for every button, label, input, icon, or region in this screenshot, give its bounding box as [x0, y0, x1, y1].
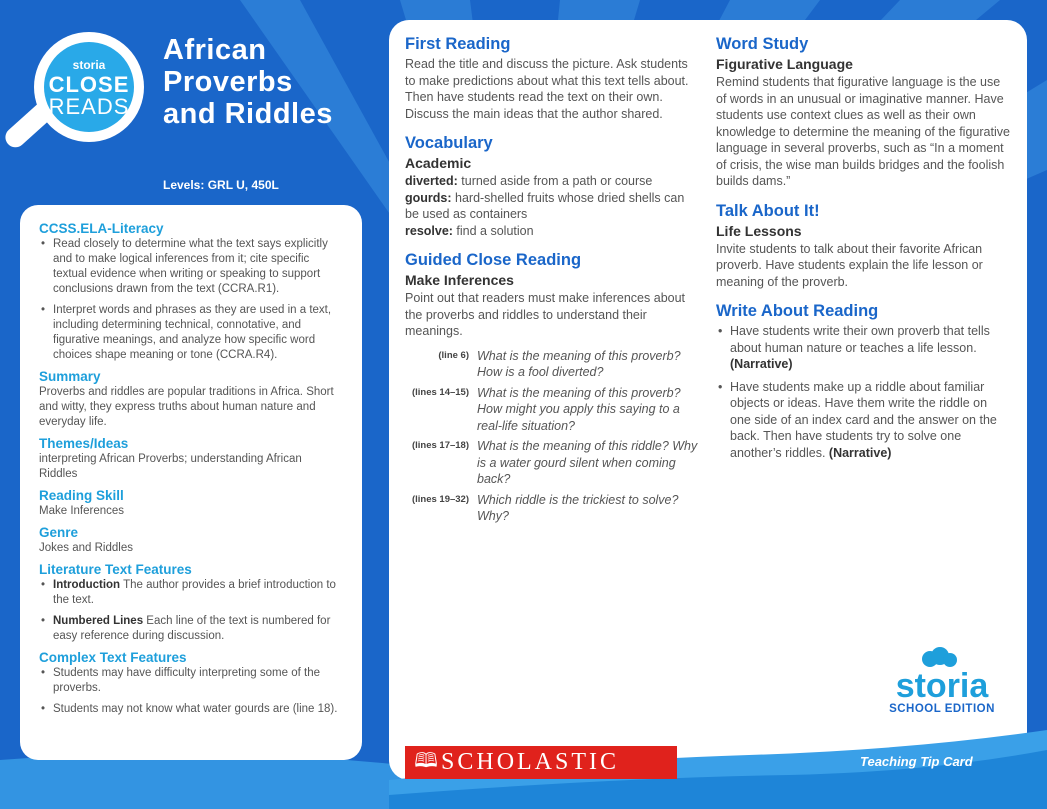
- reading-skill-text: Make Inferences: [39, 505, 125, 517]
- list-item: • Students may not know what water gourds are (line 18).: [39, 702, 342, 717]
- question-row: [405, 438, 700, 488]
- write-about-heading: Write About Reading: [716, 302, 879, 320]
- question-text: What is the meaning of this proverb? How is a fool diverted?: [477, 348, 681, 379]
- vocab-term: diverted:: [405, 174, 458, 188]
- storia-wordmark: storia: [895, 667, 989, 705]
- question-list: [405, 348, 700, 525]
- write-item-text: Have students make up a riddle about familiar objects or ideas. Have them write the riddle on one side of an index card and the answer on the back. Then have students try to solve one another’s riddles.: [730, 379, 997, 460]
- text-features-heading: Literature Text Features: [39, 562, 192, 577]
- scholastic-logo: [405, 746, 677, 779]
- question-row: [405, 492, 700, 525]
- book-icon: 🕮: [414, 749, 438, 772]
- list-item: • Students may have difficulty interpreting some of the proverbs.: [39, 666, 342, 696]
- line-ref: (line 6): [438, 349, 469, 361]
- word-study-heading: Word Study: [716, 35, 809, 53]
- vocab-item: [405, 173, 700, 190]
- vocab-item: [405, 223, 700, 240]
- vocab-def: find a solution: [452, 223, 534, 238]
- question-text: What is the meaning of this proverb? How might you apply this saying to a real-life situation?: [477, 385, 681, 433]
- complex-features-list: [39, 666, 342, 717]
- vocab-def: turned aside from a path or course: [457, 174, 653, 188]
- logo-brand: storia: [72, 58, 106, 72]
- genre-heading: Genre: [39, 525, 79, 540]
- vocabulary-list: [405, 173, 700, 239]
- list-item: [39, 614, 342, 644]
- middle-column: [405, 35, 700, 529]
- ccss-list: [39, 237, 342, 363]
- talk-about-subheading: Life Lessons: [716, 222, 802, 239]
- feature-desc: The author provides a brief introduction to the text.: [53, 579, 336, 606]
- summary-heading: Summary: [39, 369, 101, 384]
- word-study-text: Remind students that figurative language is the use of words in an unusual or imaginative manner. Have students use context clues as well as their own knowledge to determine the meaning of the figurative language in several proverbs, such as “In a moment of crisis, the wise man builds bridges and the foolish builds dams.”: [716, 75, 1010, 188]
- feature-term: Numbered Lines: [53, 615, 144, 627]
- first-reading-text: Read the title and discuss the picture. Ask students to make predictions about what this text tells about. Then have students read the text on their own. Discuss the main ideas that the author shared.: [405, 57, 689, 121]
- cloud-icon: [880, 645, 1004, 669]
- themes-text: interpreting African Proverbs; understanding African Riddles: [39, 453, 302, 480]
- levels-label: Levels: GRL U, 450L: [163, 178, 279, 192]
- question-row: [405, 385, 700, 435]
- ccss-heading: CCSS.ELA-Literacy: [39, 221, 164, 236]
- line-ref: (lines 17–18): [411, 440, 469, 451]
- title-line: and Riddles: [163, 98, 333, 130]
- talk-about-text: Invite students to talk about their favorite African proverb. Have students explain the life lesson or meaning of the proverb.: [716, 241, 983, 289]
- list-item: [716, 379, 1011, 462]
- first-reading-heading: First Reading: [405, 35, 511, 53]
- vocabulary-subheading: Academic: [405, 155, 472, 171]
- right-column: [716, 35, 1011, 467]
- line-ref: (lines 19–32): [411, 493, 469, 505]
- text-features-list: [39, 578, 342, 644]
- question-text: What is the meaning of this riddle? Why is a water gourd silent when coming back?: [477, 439, 698, 486]
- vocabulary-heading: Vocabulary: [405, 134, 493, 152]
- talk-about-heading: Talk About It!: [716, 201, 820, 220]
- list-item: • Interpret words and phrases as they are used in a text, including determining technical, connotative, and figurative meanings, and analyze how specific word choices shape meaning or tone (CCRA.R4).: [39, 303, 342, 363]
- write-item-text: Have students write their own proverb that tells about human nature or teaches a life lesson.: [730, 324, 990, 355]
- storia-logo: [880, 645, 1004, 715]
- reading-skill-heading: Reading Skill: [39, 488, 124, 503]
- vocab-item: [405, 190, 700, 223]
- vocab-def: hard-shelled fruits whose dried shells can be used as containers: [405, 190, 685, 221]
- feature-term: Introduction: [53, 579, 121, 591]
- title-line: African: [163, 34, 267, 66]
- list-item: [716, 323, 1011, 373]
- write-item-tag: (Narrative): [828, 445, 892, 460]
- feature-desc: Each line of the text is numbered for easy reference during discussion.: [53, 615, 331, 642]
- guided-reading-text: Point out that readers must make inferences about the proverbs and riddles to understand their meanings.: [405, 291, 686, 338]
- guided-reading-heading: Guided Close Reading: [405, 251, 582, 269]
- list-item: • Read closely to determine what the text says explicitly and to make logical inferences from it; cite specific textual evidence when writing or speaking to support conclusions drawn from the text (CCRA.R1).: [39, 237, 342, 297]
- close-reads-logo: [8, 24, 158, 204]
- line-ref: (lines 14–15): [411, 386, 469, 398]
- genre-text: Jokes and Riddles: [39, 542, 133, 554]
- standards-card: [20, 205, 362, 760]
- question-text: Which riddle is the trickiest to solve? Why?: [477, 492, 679, 523]
- write-item-tag: (Narrative): [730, 357, 793, 371]
- vocab-term: gourds:: [405, 190, 452, 205]
- page-title: [163, 34, 383, 130]
- school-edition-label: SCHOOL EDITION: [889, 703, 995, 715]
- themes-heading: Themes/Ideas: [39, 436, 129, 451]
- write-about-list: [716, 323, 1011, 461]
- card-label: Teaching Tip Card: [860, 754, 973, 769]
- publisher-name: SCHOLASTIC: [441, 749, 620, 775]
- complex-features-heading: Complex Text Features: [39, 650, 187, 665]
- word-study-subheading: Figurative Language: [716, 56, 853, 72]
- logo-reads-text: READS: [48, 94, 130, 119]
- title-line: Proverbs: [163, 66, 293, 98]
- vocab-term: resolve:: [405, 223, 453, 238]
- logo-close-text: CLOSE: [48, 72, 130, 97]
- summary-text: Proverbs and riddles are popular traditions in Africa. Short and witty, they express truths about human nature and everyday life.: [39, 386, 334, 428]
- question-row: [405, 348, 700, 381]
- guided-reading-subheading: Make Inferences: [405, 272, 514, 288]
- list-item: [39, 578, 342, 608]
